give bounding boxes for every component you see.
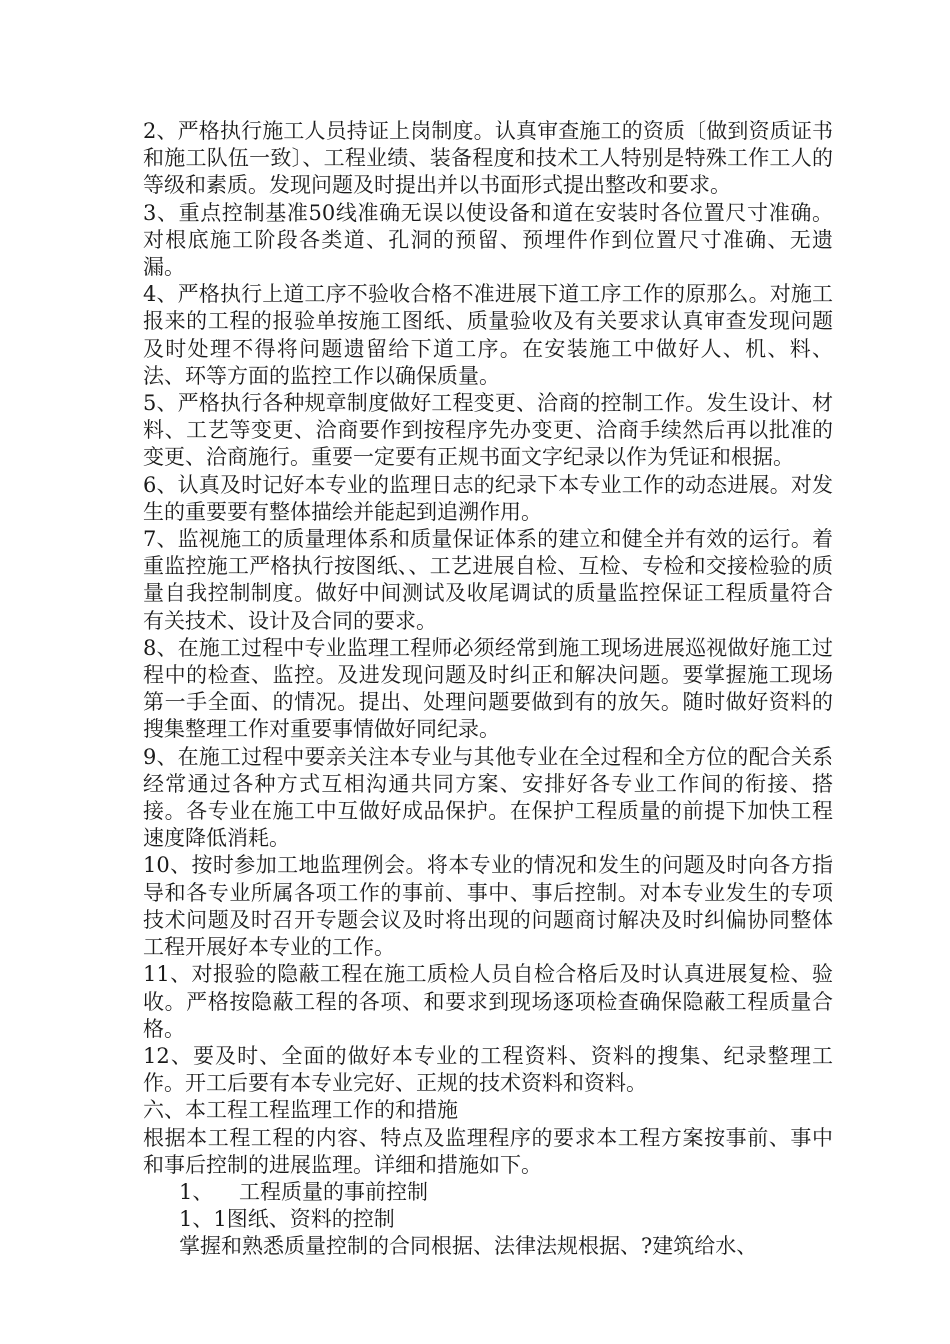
paragraph-item-2: 2、严格执行施工人员持证上岗制度。认真审查施工的资质〔做到资质证书和施工队伍一致〕、工程业绩、装备程度和技术工人特别是特殊工作工人的等级和素质。发现问题及时提出并以书面形式提出整改和要求。: [143, 119, 833, 198]
section-intro: 根据本工程工程的内容、特点及监理程序的要求本工程方案按事前、事中和事后控制的进展监理。详细和措施如下。: [143, 1125, 833, 1177]
section-heading-6: 六、本工程工程监理工作的和措施: [143, 1098, 458, 1123]
subsection-title: 工程质量的事前控制: [239, 1179, 428, 1204]
paragraph-item-9: 9、在施工过程中要亲关注本专业与其他专业在全过程和全方位的配合关系经常通过各种方式互相沟通共同方案、安排好各专业工作间的衔接、搭接。各专业在施工中互做好成品保护。在保护工程质量的前提下加快工程速度降低消耗。: [143, 744, 833, 851]
paragraph-item-5: 5、严格执行各种规章制度做好工程变更、洽商的控制工作。发生设计、材料、工艺等变更、洽商要作到按程序先办变更、洽商手续然后再以批准的变更、洽商施行。重要一定要有正规书面文字纪录以作为凭证和根据。: [143, 391, 833, 470]
paragraph-item-6: 6、认真及时记好本专业的监理日志的纪录下本专业工作的动态进展。对发生的重要要有整体描绘并能起到追溯作用。: [143, 472, 833, 524]
paragraph-item-4: 4、严格执行上道工序不验收合格不准进展下道工序工作的原那么。对施工报来的工程的报验单按施工图纸、质量验收及有关要求认真审查发现问题及时处理不得将问题遗留给下道工序。在安装施工中做好人、机、料、法、环等方面的监控工作以确保质量。: [143, 282, 833, 388]
paragraph-continuation: 掌握和熟悉质量控制的合同根据、法律法规根据、?建筑给水、: [179, 1234, 758, 1259]
paragraph-item-8: 8、在施工过程中专业监理工程师必须经常到施工现场进展巡视做好施工过程中的检查、监控。及进发现问题及时纠正和解决问题。要掌握施工现场第一手全面、的情况。提出、处理问题要做到有的放矢。随时做好资料的搜集整理工作对重要事情做好同纪录。: [143, 635, 833, 742]
document-body: [143, 118, 833, 1261]
paragraph-item-11: 11、对报验的隐蔽工程在施工质检人员自检合格后及时认真进展复检、验收。严格按隐蔽工程的各项、和要求到现场逐项检查确保隐蔽工程质量合格。: [143, 962, 833, 1041]
subsection-heading-1: [143, 1179, 833, 1206]
subsection-number: 1、: [179, 1179, 214, 1204]
paragraph-item-7: 7、监视施工的质量理体系和质量保证体系的建立和健全并有效的运行。着重监控施工严格执行按图纸、、工艺进展自检、互检、专检和交接检验的质量自我控制制度。做好中间测试及收尾调试的质量监控保证工程质量符合有关技术、设计及合同的要求。: [143, 527, 833, 633]
paragraph-item-12: 12、要及时、全面的做好本专业的工程资料、资料的搜集、纪录整理工作。开工后要有本专业完好、正规的技术资料和资料。: [143, 1043, 833, 1096]
paragraph-item-3: 3、重点控制基准50线准确无误以使设备和道在安装时各位置尺寸准确。对根底施工阶段各类道、孔洞的预留、预埋件作到位置尺寸准确、无遗漏。: [143, 200, 833, 280]
subsection-heading-1-1: 1、1图纸、资料的控制: [179, 1207, 395, 1232]
paragraph-item-10: 10、按时参加工地监理例会。将本专业的情况和发生的问题及时向各方指导和各专业所属各项工作的事前、事中、事后控制。对本专业发生的专项技术问题及时召开专题会议及时将出现的问题商讨解决及时纠偏协同整体工程开展好本专业的工作。: [143, 853, 833, 960]
